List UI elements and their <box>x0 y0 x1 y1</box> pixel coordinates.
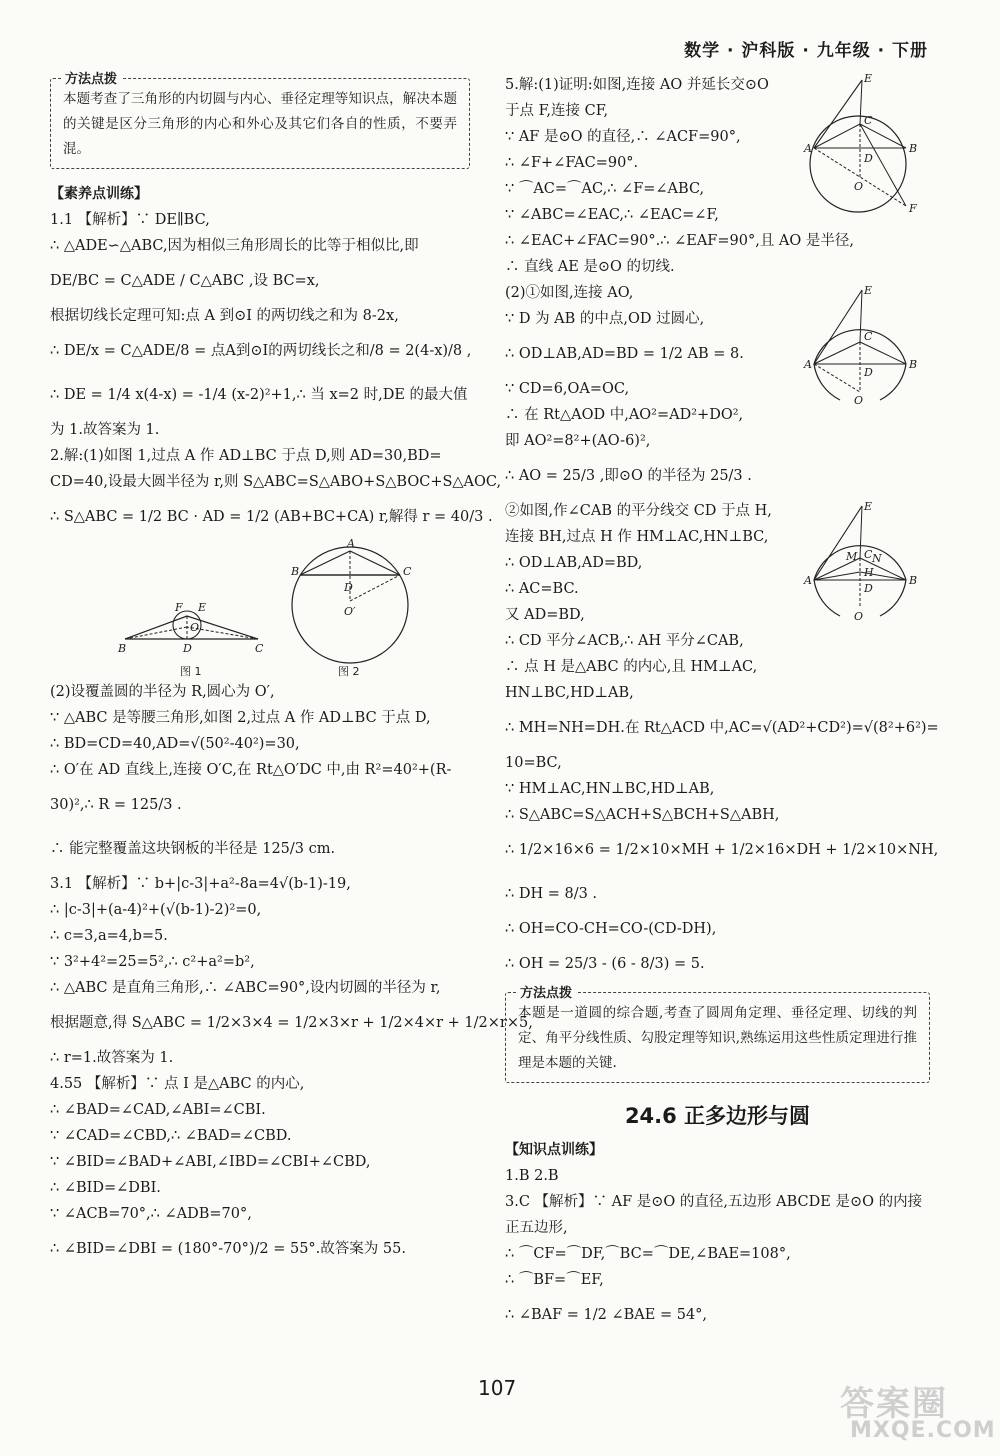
answer-line: 1.B 2.B <box>505 1168 559 1184</box>
answer-line: ∵ 3²+4²=25=5²,∴ c²+a²=b², <box>50 954 255 970</box>
answer-line: ∴ DH = 8/3 . <box>505 886 598 902</box>
answer-line: ∵ ∠CAD=∠CBD,∴ ∠BAD=∠CBD. <box>50 1128 292 1144</box>
method-tip-box <box>505 986 930 1083</box>
svg-text:C: C <box>403 565 412 578</box>
answer-line: ∴ OD⊥AB,AD=BD, <box>505 555 643 571</box>
answer-line: ∴ DE = 1/4 x(4-x) = -1/4 (x-2)²+1,∴ 当 x=2 时,DE 的最大值 <box>50 387 468 403</box>
svg-text:B: B <box>909 574 918 587</box>
svg-text:E: E <box>864 500 873 513</box>
answer-line: 即 AO²=8²+(AO-6)², <box>505 433 651 449</box>
answer-line: ∴ O′在 AD 直线上,连接 O′C,在 Rt△O′DC 中,由 R²=40²+(R- <box>50 762 452 778</box>
svg-text:C: C <box>864 114 873 127</box>
answer-line: 4.55 【解析】∵ 点 I 是△ABC 的内心, <box>50 1076 305 1092</box>
answer-line: ②如图,作∠CAB 的平分线交 CD 于点 H, <box>505 503 772 519</box>
answer-line: 3.1 【解析】∵ b+|c-3|+a²-8a=4√(b-1)-19, <box>50 876 351 892</box>
answer-line: ∵ △ABC 是等腰三角形,如图 2,过点 A 作 AD⊥BC 于点 D, <box>50 710 431 726</box>
svg-text:O′: O′ <box>344 605 356 618</box>
answer-line: ∵ AF 是⊙O 的直径,∴ ∠ACF=90°, <box>505 129 741 145</box>
answer-line: DE/BC = C△ADE / C△ABC ,设 BC=x, <box>50 273 320 289</box>
answer-line: ∴ ∠BID=∠DBI = (180°-70°)/2 = 55°.故答案为 55. <box>50 1241 406 1257</box>
svg-text:E: E <box>864 72 873 85</box>
answer-line: 根据切线长定理可知:点 A 到⊙I 的两切线之和为 8-2x, <box>50 308 399 324</box>
method-tip-title: 方法点拨 <box>516 982 576 1001</box>
figure-5-3 <box>800 500 930 630</box>
answer-line: 又 AD=BD, <box>505 607 585 623</box>
answer-line: ∴ ⌒BF=⌒EF, <box>505 1272 604 1288</box>
answer-line: 10=BC, <box>505 755 562 771</box>
svg-text:E: E <box>864 284 873 297</box>
svg-text:D: D <box>183 642 192 655</box>
answer-line: 5.解:(1)证明:如图,连接 AO 并延长交⊙O <box>505 77 769 93</box>
answer-line: (2)①如图,连接 AO, <box>505 285 634 301</box>
method-tip-text: 本题考查了三角形的内切圆与内心、垂径定理等知识点，解决本题的关键是区分三角形的内心和外心及其它们各自的性质，不要弄混。 <box>63 91 457 157</box>
answer-line: ∴ 1/2×16×6 = 1/2×10×MH + 1/2×16×DH + 1/2×10×NH, <box>505 842 939 858</box>
answer-line: ∵ CD=6,OA=OC, <box>505 381 630 397</box>
svg-text:B: B <box>909 358 918 371</box>
svg-text:N: N <box>872 552 882 565</box>
figure-2-label: 图 2 <box>338 665 360 678</box>
answer-line: (2)设覆盖圆的半径为 R,圆心为 O′, <box>50 684 275 700</box>
svg-text:D: D <box>864 366 873 379</box>
svg-text:A: A <box>804 142 812 155</box>
answer-line: ∴ AO = 25/3 ,即⊙O 的半径为 25/3 . <box>505 468 752 484</box>
answer-line: HN⊥BC,HD⊥AB, <box>505 685 634 701</box>
answer-line: 1.1 【解析】∵ DE∥BC, <box>50 212 210 228</box>
answer-line: ∵ ∠ACB=70°,∴ ∠ADB=70°, <box>50 1206 252 1222</box>
answer-line: ∴ ∠BID=∠DBI. <box>50 1180 161 1196</box>
method-tip-text: 本题是一道圆的综合题,考查了圆周角定理、垂径定理、切线的判定、角平分线性质、勾股定理等知识,熟练运用这些性质定理进行推理是本题的关键. <box>518 1005 917 1071</box>
geometry-figures <box>50 539 470 679</box>
section-title: 24.6 正多边形与圆 <box>624 1104 811 1128</box>
svg-text:E: E <box>198 601 207 614</box>
answer-line: ∴ c=3,a=4,b=5. <box>50 928 168 944</box>
svg-text:O: O <box>854 180 864 193</box>
answer-line: ∴ r=1.故答案为 1. <box>50 1050 174 1066</box>
page-header: 数学 · 沪科版 · 九年级 · 下册 <box>684 41 928 61</box>
answer-line: 根据题意,得 S△ABC = 1/2×3×4 = 1/2×3×r + 1/2×4×r + 1/2×r×5, <box>50 1015 533 1031</box>
answer-line: ∴ DE/x = C△ADE/8 = 点A到⊙I的两切线长之和/8 = 2(4-x)/8 , <box>50 343 472 359</box>
svg-text:B: B <box>118 642 127 655</box>
answer-line: ∴ S△ABC = 1/2 BC · AD = 1/2 (AB+BC+CA) r,解得 r = 40/3 . <box>50 509 493 525</box>
figure-2 <box>290 537 412 663</box>
right-column <box>505 72 939 1337</box>
svg-text:D: D <box>344 581 353 594</box>
figure-1 <box>117 601 264 655</box>
answer-line: ∴ OD⊥AB,AD=BD = 1/2 AB = 8. <box>505 346 744 362</box>
answer-line: ∴ ∠F+∠FAC=90°. <box>505 155 639 171</box>
answer-line: ∴ △ABC 是直角三角形,∴ ∠ABC=90°,设内切圆的半径为 r, <box>50 980 441 996</box>
figure-1-label: 图 1 <box>180 665 202 678</box>
section-label: 【知识点训练】 <box>505 1142 603 1158</box>
svg-text:O: O <box>854 394 864 407</box>
answer-line: ∴ 能完整覆盖这块钢板的半径是 125/3 cm. <box>50 841 336 857</box>
svg-text:F: F <box>909 202 917 215</box>
page-number: 107 <box>478 1376 517 1400</box>
answer-line: CD=40,设最大圆半径为 r,则 S△ABC=S△ABO+S△BOC+S△AOC, <box>50 474 502 490</box>
answer-line: ∴ OH=CO-CH=CO-(CD-DH), <box>505 921 717 937</box>
svg-text:C: C <box>864 548 873 561</box>
answer-line: ∴ MH=NH=DH.在 Rt△ACD 中,AC=√(AD²+CD²)=√(8²+6²)= <box>505 720 939 736</box>
svg-text:B: B <box>909 142 918 155</box>
svg-text:O: O <box>854 610 864 623</box>
svg-text:A: A <box>804 358 812 371</box>
method-tip-box <box>50 72 470 169</box>
answer-line: ∴ BD=CD=40,AD=√(50²-40²)=30, <box>50 736 300 752</box>
answer-line: ∴ ∠BAD=∠CAD,∠ABI=∠CBI. <box>50 1102 266 1118</box>
answer-line: ∵ HM⊥AC,HN⊥BC,HD⊥AB, <box>505 781 715 797</box>
answer-line: ∴ 在 Rt△AOD 中,AO²=AD²+DO², <box>505 407 744 423</box>
answer-line: 为 1.故答案为 1. <box>50 422 160 438</box>
answer-line: ∵ ⌒AC=⌒AC,∴ ∠F=∠ABC, <box>505 181 705 197</box>
figure-5-2 <box>800 284 930 414</box>
svg-text:M: M <box>846 550 858 563</box>
answer-line: ∵ ∠ABC=∠EAC,∴ ∠EAC=∠F, <box>505 207 719 223</box>
figures-row <box>50 539 470 679</box>
svg-text:H: H <box>864 566 874 579</box>
svg-text:A: A <box>804 574 812 587</box>
svg-text:A: A <box>347 537 355 550</box>
answer-line: ∴ 点 H 是△ABC 的内心,且 HM⊥AC, <box>505 659 758 675</box>
figure-5-1 <box>800 72 930 232</box>
answer-line: ∵ ∠BID=∠BAD+∠ABI,∠IBD=∠CBI+∠CBD, <box>50 1154 371 1170</box>
watermark-url: MXQE.COM <box>850 1418 996 1443</box>
watermark-logo: 答案圈 <box>840 1384 948 1424</box>
svg-text:C: C <box>864 330 873 343</box>
svg-text:O: O <box>190 621 200 634</box>
section-label: 【素养点训练】 <box>50 186 148 202</box>
svg-text:F: F <box>175 601 183 614</box>
answer-line: ∴ S△ABC=S△ACH+S△BCH+S△ABH, <box>505 807 780 823</box>
answer-line: ∴ ∠EAC+∠FAC=90°.∴ ∠EAF=90°,且 AO 是半径, <box>505 233 855 249</box>
answer-line: ∴ |c-3|+(a-4)²+(√(b-1)-2)²=0, <box>50 902 262 918</box>
answer-line: 于点 F,连接 CF, <box>505 103 609 119</box>
answer-line: ∴ ∠BAF = 1/2 ∠BAE = 54°, <box>505 1307 708 1323</box>
answer-line: ∴ △ADE∽△ABC,因为相似三角形周长的比等于相似比,即 <box>50 238 419 254</box>
svg-text:C: C <box>255 642 264 655</box>
answer-line: ∴ CD 平分∠ACB,∴ AH 平分∠CAB, <box>505 633 744 649</box>
answer-line: ∴ AC=BC. <box>505 581 579 597</box>
answer-line: ∴ 直线 AE 是⊙O 的切线. <box>505 259 675 275</box>
answer-line: 2.解:(1)如图 1,过点 A 作 AD⊥BC 于点 D,则 AD=30,BD= <box>50 448 442 464</box>
answer-line: ∴ OH = 25/3 - (6 - 8/3) = 5. <box>505 956 705 972</box>
answer-line: 连接 BH,过点 H 作 HM⊥AC,HN⊥BC, <box>505 529 769 545</box>
method-tip-title: 方法点拨 <box>61 68 121 87</box>
answer-line: ∵ D 为 AB 的中点,OD 过圆心, <box>505 311 705 327</box>
svg-text:B: B <box>291 565 300 578</box>
answer-line: 3.C 【解析】∵ AF 是⊙O 的直径,五边形 ABCDE 是⊙O 的内接 <box>505 1194 923 1210</box>
answer-line: ∴ ⌒CF=⌒DF,⌒BC=⌒DE,∠BAE=108°, <box>505 1246 791 1262</box>
answer-line: 30)²,∴ R = 125/3 . <box>50 797 182 813</box>
svg-text:D: D <box>864 582 873 595</box>
svg-text:D: D <box>864 152 873 165</box>
answer-line: 正五边形, <box>505 1220 568 1236</box>
